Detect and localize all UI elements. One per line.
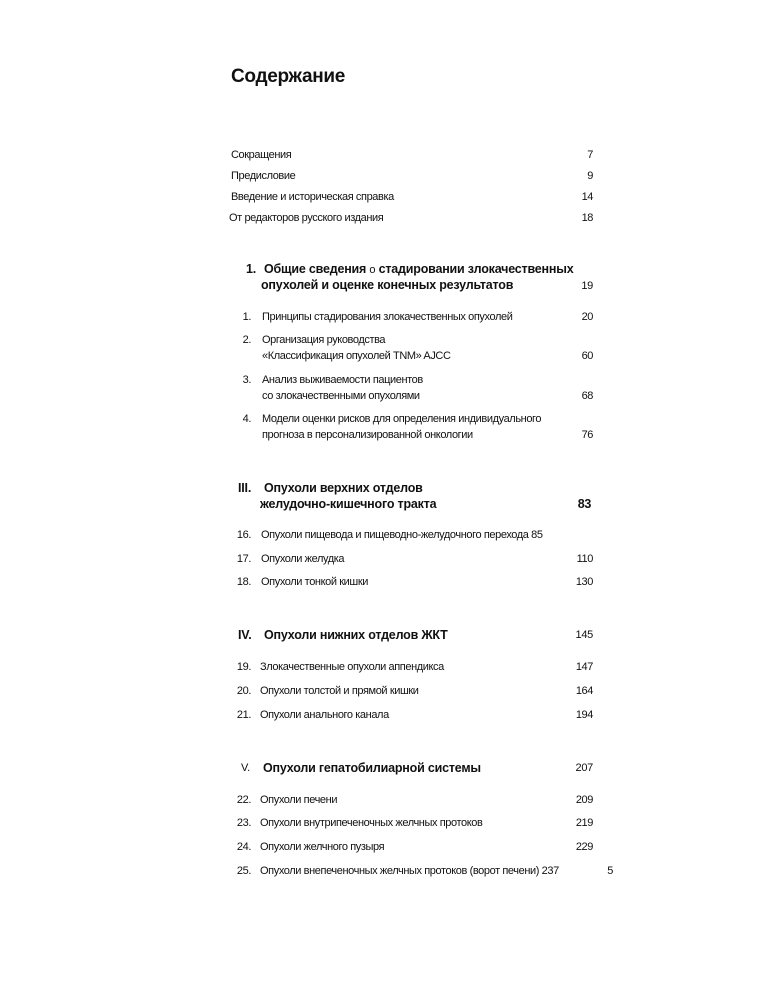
toc-entry-number: 3.	[242, 374, 251, 386]
toc-entry-label: Сокращения	[231, 149, 292, 161]
toc-entry-page: 194	[575, 709, 593, 721]
toc-entry-page: 147	[575, 661, 593, 673]
section-title-line1: Опухоли верхних отделов	[264, 481, 423, 495]
toc-entry-label: Опухоли внепеченочных желчных протоков (ворот печени) 237	[260, 865, 559, 877]
toc-entry-label: Опухоли желудка	[261, 553, 345, 565]
toc-entry-number: 24.	[236, 841, 251, 853]
toc-entry-page: 130	[575, 576, 593, 588]
toc-entry[interactable]	[0, 333, 773, 369]
toc-entry-label-line2: со злокачественными опухолями	[262, 390, 420, 402]
toc-entry-page: 110	[576, 553, 593, 565]
toc-entry-label: Опухоли толстой и прямой кишки	[260, 685, 419, 697]
toc-entry[interactable]	[0, 864, 773, 882]
toc-entry-number: 2.	[242, 334, 251, 346]
toc-entry-label: Злокачественные опухоли аппендикса	[260, 661, 444, 673]
toc-entry[interactable]	[0, 840, 773, 858]
toc-entry-number: 23.	[236, 817, 251, 829]
toc-entry-page: 7	[587, 149, 593, 161]
toc-entry-number: 1.	[242, 311, 251, 323]
toc-entry-number: 4.	[242, 413, 251, 425]
toc-entry-page: 209	[575, 794, 593, 806]
toc-entry[interactable]	[0, 412, 773, 448]
toc-entry-page: 219	[575, 817, 593, 829]
toc-entry[interactable]	[0, 373, 773, 409]
page-folio: 5	[607, 865, 613, 877]
toc-entry[interactable]	[0, 148, 773, 166]
toc-entry-number: 22.	[236, 794, 251, 806]
toc-entry-number: 18.	[236, 576, 251, 588]
toc-entry-page: 164	[575, 685, 593, 697]
toc-entry-page: 9	[587, 170, 593, 182]
toc-entry-label: Предисловие	[231, 170, 296, 182]
toc-entry-label: Организация руководства	[262, 334, 386, 346]
toc-entry[interactable]	[0, 575, 773, 593]
toc-entry[interactable]	[0, 684, 773, 702]
toc-entry-label: Опухоли пищевода и пищеводно-желудочного перехода 85	[261, 529, 543, 541]
toc-entry-label-line2: прогноза в персонализированной онкологии	[262, 429, 473, 441]
toc-entry-page: 60	[581, 350, 593, 362]
page-title: Содержание	[231, 66, 346, 87]
section-page: 145	[575, 629, 593, 641]
toc-entry[interactable]	[0, 793, 773, 811]
toc-entry-label: Модели оценки рисков для определения индивидуального	[262, 413, 542, 425]
toc-entry-label: Введение и историческая справка	[231, 191, 394, 203]
toc-entry-number: 20.	[236, 685, 251, 697]
section-page: 19	[581, 280, 593, 292]
toc-entry[interactable]	[0, 528, 773, 546]
section-number: 1.	[246, 262, 257, 276]
toc-entry[interactable]	[0, 211, 773, 229]
toc-entry-label: Опухоли желчного пузыря	[260, 841, 385, 853]
toc-entry[interactable]	[0, 708, 773, 726]
toc-entry-page: 68	[581, 390, 593, 402]
toc-entry[interactable]	[0, 816, 773, 834]
toc-entry-label-line2: «Классификация опухолей TNM» AJCC	[262, 350, 451, 362]
toc-entry-label: Опухоли внутрипеченочных желчных протоков	[260, 817, 483, 829]
toc-entry-label: Опухоли печени	[260, 794, 338, 806]
section-page: 83	[577, 497, 591, 511]
toc-entry-page: 14	[581, 191, 593, 203]
section-page: 207	[575, 762, 593, 774]
toc-entry-label: Анализ выживаемости пациентов	[262, 374, 423, 386]
section-number: III.	[238, 481, 252, 495]
section-title-line1: Опухоли нижних отделов ЖКТ	[264, 628, 448, 642]
toc-entry-number: 25.	[236, 865, 251, 877]
toc-entry-page: 18	[581, 212, 593, 224]
toc-entry[interactable]	[0, 552, 773, 570]
toc-entry-number: 17.	[236, 553, 251, 565]
toc-entry-page: 229	[575, 841, 593, 853]
toc-entry[interactable]	[0, 660, 773, 678]
toc-entry-label: Принципы стадирования злокачественных опухолей	[262, 311, 513, 323]
toc-entry[interactable]	[0, 169, 773, 187]
section-number: V.	[241, 762, 250, 774]
toc-entry-label: Опухоли тонкой кишки	[261, 576, 368, 588]
toc-entry-label: От редакторов русского издания	[229, 212, 384, 224]
toc-entry-number: 19.	[236, 661, 251, 673]
section-title-line2: опухолей и оценке конечных результатов	[261, 278, 514, 292]
toc-entry-number: 16.	[236, 529, 251, 541]
toc-entry-page: 76	[581, 429, 593, 441]
section-title-line1: Опухоли гепатобилиарной системы	[263, 761, 481, 775]
toc-entry[interactable]	[0, 310, 773, 328]
section-number: IV.	[238, 628, 252, 642]
toc-entry[interactable]	[0, 190, 773, 208]
toc-entry-page: 20	[581, 311, 593, 323]
section-title-line1: Общие сведения о стадировании злокачественных	[264, 262, 574, 276]
toc-entry-label: Опухоли анального канала	[260, 709, 389, 721]
section-title-line2: желудочно-кишечного тракта	[260, 497, 437, 511]
toc-entry-number: 21.	[236, 709, 251, 721]
